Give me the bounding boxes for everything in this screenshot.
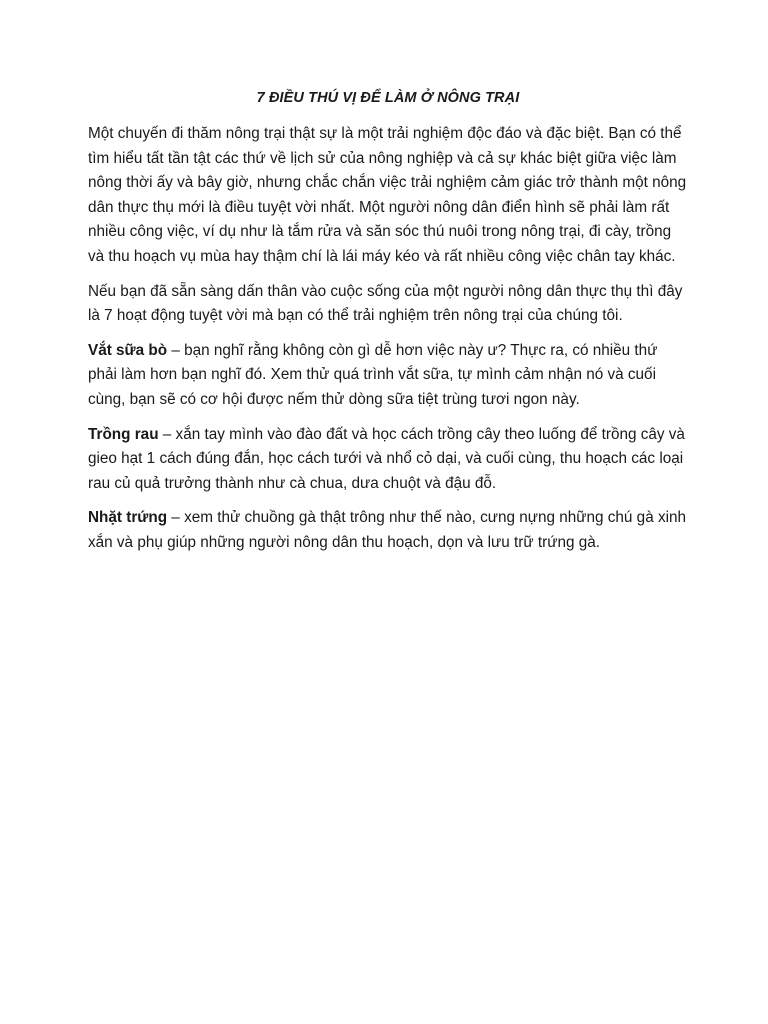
activity-term: Trồng rau (88, 425, 159, 443)
activity-egg-collecting (88, 506, 688, 555)
activity-term: Vắt sữa bò (88, 341, 168, 359)
document-title: 7 ĐIỀU THÚ VỊ ĐỂ LÀM Ở NÔNG TRẠI (256, 90, 520, 106)
activity-term: Nhặt trứng (88, 509, 168, 527)
lead-paragraph: Nếu bạn đã sẵn sàng dấn thân vào cuộc sống của một người nông dân thực thụ thì đây là 7 hoạt động tuyệt vời mà bạn có thể trải nghiệm trên nông trại của chúng tôi. (88, 282, 683, 325)
intro-paragraph: Một chuyến đi thăm nông trại thật sự là một trải nghiệm độc đáo và đặc biệt. Bạn có thể tìm hiểu tất tần tật các thứ về lịch sử của nông nghiệp và cả sự khác biệt giữa việc làm nông thời ấy và bây giờ, nhưng chắc chắn việc trải nghiệm cảm giác trở thành một nông dân thực thụ mới là điều tuyệt vời nhất. Một người nông dân điển hình sẽ phải làm rất nhiều công việc, ví dụ như là tắm rửa và săn sóc thú nuôi trong nông trại, đi cày, trồng và thu hoạch vụ mùa hay thậm chí là lái máy kéo và rất nhiều công việc chân tay khác. (88, 125, 687, 265)
activity-milking (88, 339, 688, 413)
activity-description: – xem thử chuồng gà thật trông như thế nào, cưng nựng những chú gà xinh xắn và phụ giúp những người nông dân thu hoạch, dọn và lưu trữ trứng gà. (88, 509, 687, 551)
activity-description: – xắn tay mình vào đào đất và học cách trồng cây theo luống để trồng cây và gieo hạt 1 cách đúng đắn, học cách tưới và nhổ cỏ dại, và cuối cùng, thu hoạch các loại rau củ quả trưởng thành như cà chua, dưa chuột và đậu đỗ. (88, 425, 685, 492)
activity-description: – bạn nghĩ rằng không còn gì dễ hơn việc này ư? Thực ra, có nhiều thứ phải làm hơn bạn nghĩ đó. Xem thử quá trình vắt sữa, tự mình cảm nhận nó và cuối cùng, bạn sẽ có cơ hội được nếm thử dòng sữa tiệt trùng tươi ngon này. (88, 341, 658, 408)
activity-planting (88, 423, 688, 497)
document-page (88, 90, 688, 566)
